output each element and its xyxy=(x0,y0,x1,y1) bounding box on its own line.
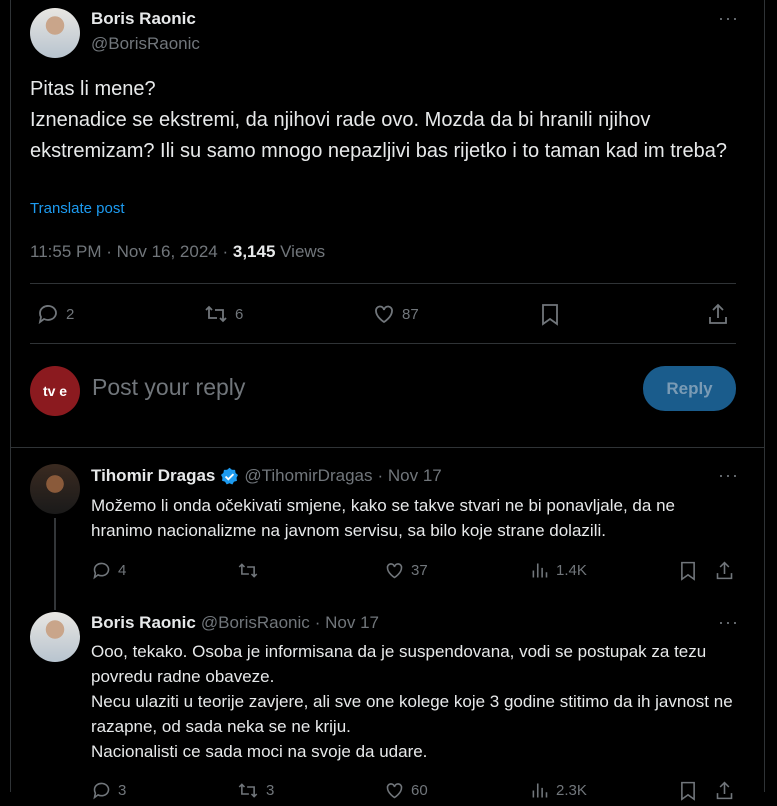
more-icon[interactable]: ··· xyxy=(718,465,739,485)
reply-icon xyxy=(36,302,60,326)
repost-icon xyxy=(236,780,260,801)
verified-badge-icon xyxy=(220,467,239,486)
author-handle[interactable]: @BorisRaonic xyxy=(91,34,200,53)
share-button[interactable] xyxy=(714,780,735,806)
author-name[interactable]: Boris Raonic xyxy=(91,9,196,28)
like-button[interactable] xyxy=(384,560,428,581)
heart-icon xyxy=(384,780,405,801)
reply-handle[interactable]: @TihomirDragas xyxy=(244,466,373,485)
post-meta xyxy=(30,242,325,262)
repost-button[interactable] xyxy=(236,560,260,581)
repost-count: 6 xyxy=(235,305,244,323)
reply-date[interactable]: · Nov 17 xyxy=(314,613,380,632)
reply-header xyxy=(91,613,379,633)
bookmark-button[interactable] xyxy=(678,780,698,806)
reply-text: Možemo li onda očekivati smjene, kako se takve stvari ne bi ponavljale, da ne hranimo nacionalizme na javnom servisu, sa bilo koje strane dolazili. xyxy=(91,496,675,540)
reply-icon xyxy=(91,780,112,801)
share-icon xyxy=(714,780,735,801)
views-count: 3,145 xyxy=(232,242,276,261)
repost-icon xyxy=(236,560,260,581)
more-icon[interactable]: ··· xyxy=(718,612,739,632)
reply-input[interactable]: Post your reply xyxy=(92,374,246,400)
reply-author[interactable]: Boris Raonic xyxy=(91,613,196,632)
reply-count: 4 xyxy=(118,562,127,579)
reply-icon xyxy=(91,560,112,581)
heart-icon xyxy=(384,560,405,581)
reply-count: 2 xyxy=(66,305,75,323)
views-button[interactable] xyxy=(529,560,587,581)
reply-line: Necu ulaziti u teorije zavjere, ali sve one kolege koje 3 godine stitimo da ih javnost ne razapne, od sada neka se ne kriju. xyxy=(91,692,733,736)
share-button[interactable] xyxy=(714,560,735,586)
more-icon[interactable]: ··· xyxy=(718,8,739,28)
bookmark-icon xyxy=(539,302,561,326)
author-avatar[interactable] xyxy=(30,8,80,58)
timestamp[interactable]: 11:55 PM · Nov 16, 2024 · xyxy=(30,242,233,261)
bookmark-icon xyxy=(678,560,698,581)
views-count: 1.4K xyxy=(556,562,587,579)
reply-button[interactable] xyxy=(91,560,126,581)
post-text xyxy=(30,74,730,167)
reply-count: 3 xyxy=(118,782,127,799)
bookmark-button[interactable] xyxy=(678,560,698,586)
thread-line xyxy=(54,518,56,610)
reply-handle[interactable]: @BorisRaonic xyxy=(200,613,310,632)
reply-avatar[interactable] xyxy=(30,612,80,662)
reply-avatar[interactable] xyxy=(30,464,80,514)
share-button[interactable] xyxy=(706,302,730,331)
analytics-icon xyxy=(529,560,550,581)
reply-submit-button[interactable]: Reply xyxy=(643,366,736,411)
like-button[interactable] xyxy=(372,302,419,326)
repost-button[interactable] xyxy=(203,302,243,326)
reply-header xyxy=(91,466,442,486)
views-label: Views xyxy=(275,242,326,261)
bookmark-icon xyxy=(678,780,698,801)
views-count: 2.3K xyxy=(556,782,587,799)
reply-author[interactable]: Tihomir Dragas xyxy=(91,466,216,485)
reply-line: Ooo, tekako. Osoba je informisana da je suspendovana, vodi se postupak za tezu povredu radne obaveze. xyxy=(91,642,707,686)
analytics-icon xyxy=(529,780,550,801)
like-button[interactable] xyxy=(384,780,428,801)
reply-line: Nacionalisti ce sada moci na svoje da udare. xyxy=(91,742,428,761)
like-count: 37 xyxy=(411,562,428,579)
share-icon xyxy=(714,560,735,581)
reply-date[interactable]: · Nov 17 xyxy=(377,466,442,485)
post-line: Pitas li mene? xyxy=(30,78,156,100)
reply-button[interactable] xyxy=(36,302,74,326)
repost-icon xyxy=(203,302,229,326)
repost-count: 3 xyxy=(266,782,275,799)
share-icon xyxy=(706,302,730,326)
like-count: 60 xyxy=(411,782,428,799)
like-count: 87 xyxy=(402,305,419,323)
views-button[interactable] xyxy=(529,780,587,801)
heart-icon xyxy=(372,302,396,326)
bookmark-button[interactable] xyxy=(539,302,561,331)
post-line: Iznenadice se ekstremi, da njihovi rade ovo. Mozda da bi hranili njihov ekstremizam? Ili su samo mnogo nepazljivi bas rijetko i to taman kad im treba? xyxy=(30,109,727,162)
repost-button[interactable] xyxy=(236,780,274,801)
translate-post-link[interactable]: Translate post xyxy=(30,200,125,217)
user-avatar[interactable]: tv e xyxy=(30,366,80,416)
reply-button[interactable] xyxy=(91,780,126,801)
reply-text xyxy=(91,639,741,764)
